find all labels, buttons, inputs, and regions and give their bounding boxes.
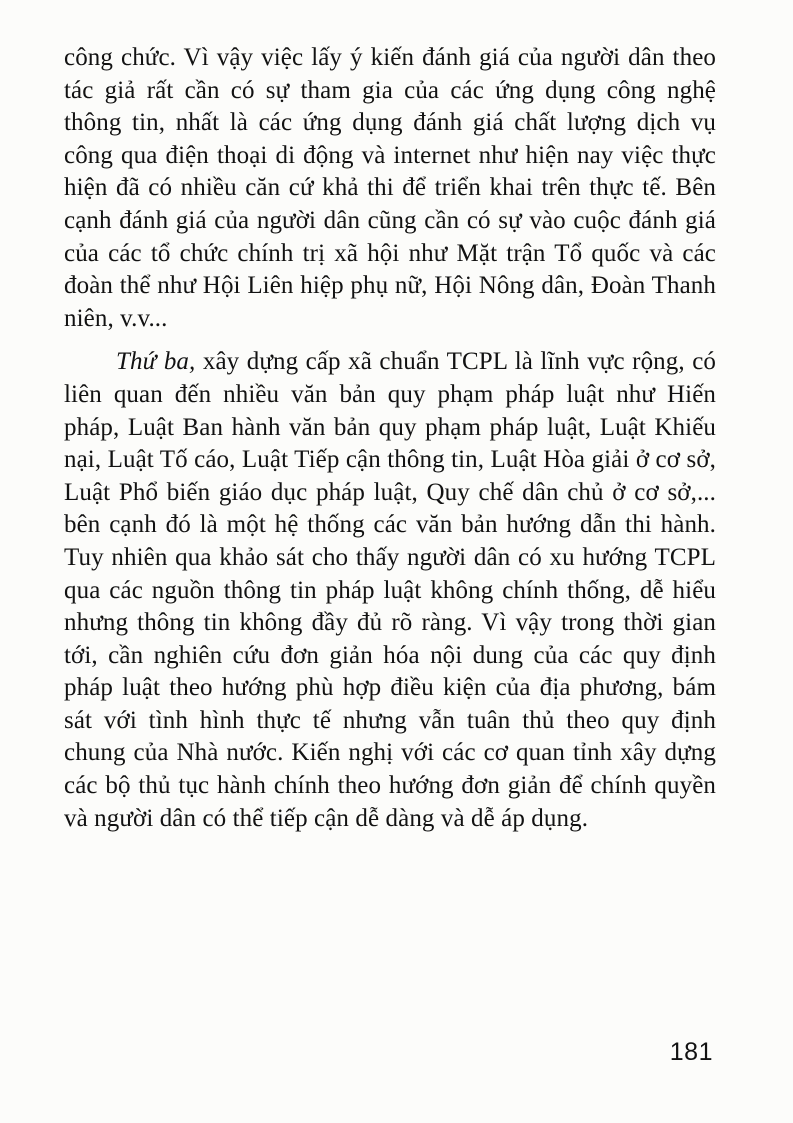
paragraph-thu-ba	[64, 346, 716, 835]
body-text-block	[64, 42, 716, 835]
paragraph-continuation: công chức. Vì vậy việc lấy ý kiến đánh giá của người dân theo tác giả rất cần có sự tham gia của các ứng dụng công nghệ thông tin, nhất là các ứng dụng đánh giá chất lượng dịch vụ công qua điện thoại di động và internet như hiện nay việc thực hiện đã có nhiều căn cứ khả thi để triển khai trên thực tế. Bên cạnh đánh giá của người dân cũng cần có sự vào cuộc đánh giá của các tổ chức chính trị xã hội như Mặt trận Tổ quốc và các đoàn thể như Hội Liên hiệp phụ nữ, Hội Nông dân, Đoàn Thanh niên, v.v...	[64, 44, 716, 332]
paragraph-thu-ba-text: xây dựng cấp xã chuẩn TCPL là lĩnh vực rộng, có liên quan đến nhiều văn bản quy phạm pháp luật như Hiến pháp, Luật Ban hành văn bản quy phạm pháp luật, Luật Khiếu nại, Luật Tố cáo, Luật Tiếp cận thông tin, Luật Hòa giải ở cơ sở, Luật Phổ biến giáo dục pháp luật, Quy chế dân chủ ở cơ sở,... bên cạnh đó là một hệ thống các văn bản hướng dẫn thi hành. Tuy nhiên qua khảo sát cho thấy người dân có xu hướng TCPL qua các nguồn thông tin pháp luật không chính thống, dễ hiểu nhưng thông tin không đầy đủ rõ ràng. Vì vậy trong thời gian tới, cần nghiên cứu đơn giản hóa nội dung của các quy định pháp luật theo hướng phù hợp điều kiện của địa phương, bám sát với tình hình thực tế nhưng vẫn tuân thủ theo quy định chung của Nhà nước. Kiến nghị với các cơ quan tỉnh xây dựng các bộ thủ tục hành chính theo hướng đơn giản để chính quyền và người dân có thể tiếp cận dễ dàng và dễ áp dụng.	[64, 348, 716, 832]
paragraph-lead-italic: Thứ ba,	[116, 348, 196, 376]
page-number: 181	[669, 1038, 713, 1066]
